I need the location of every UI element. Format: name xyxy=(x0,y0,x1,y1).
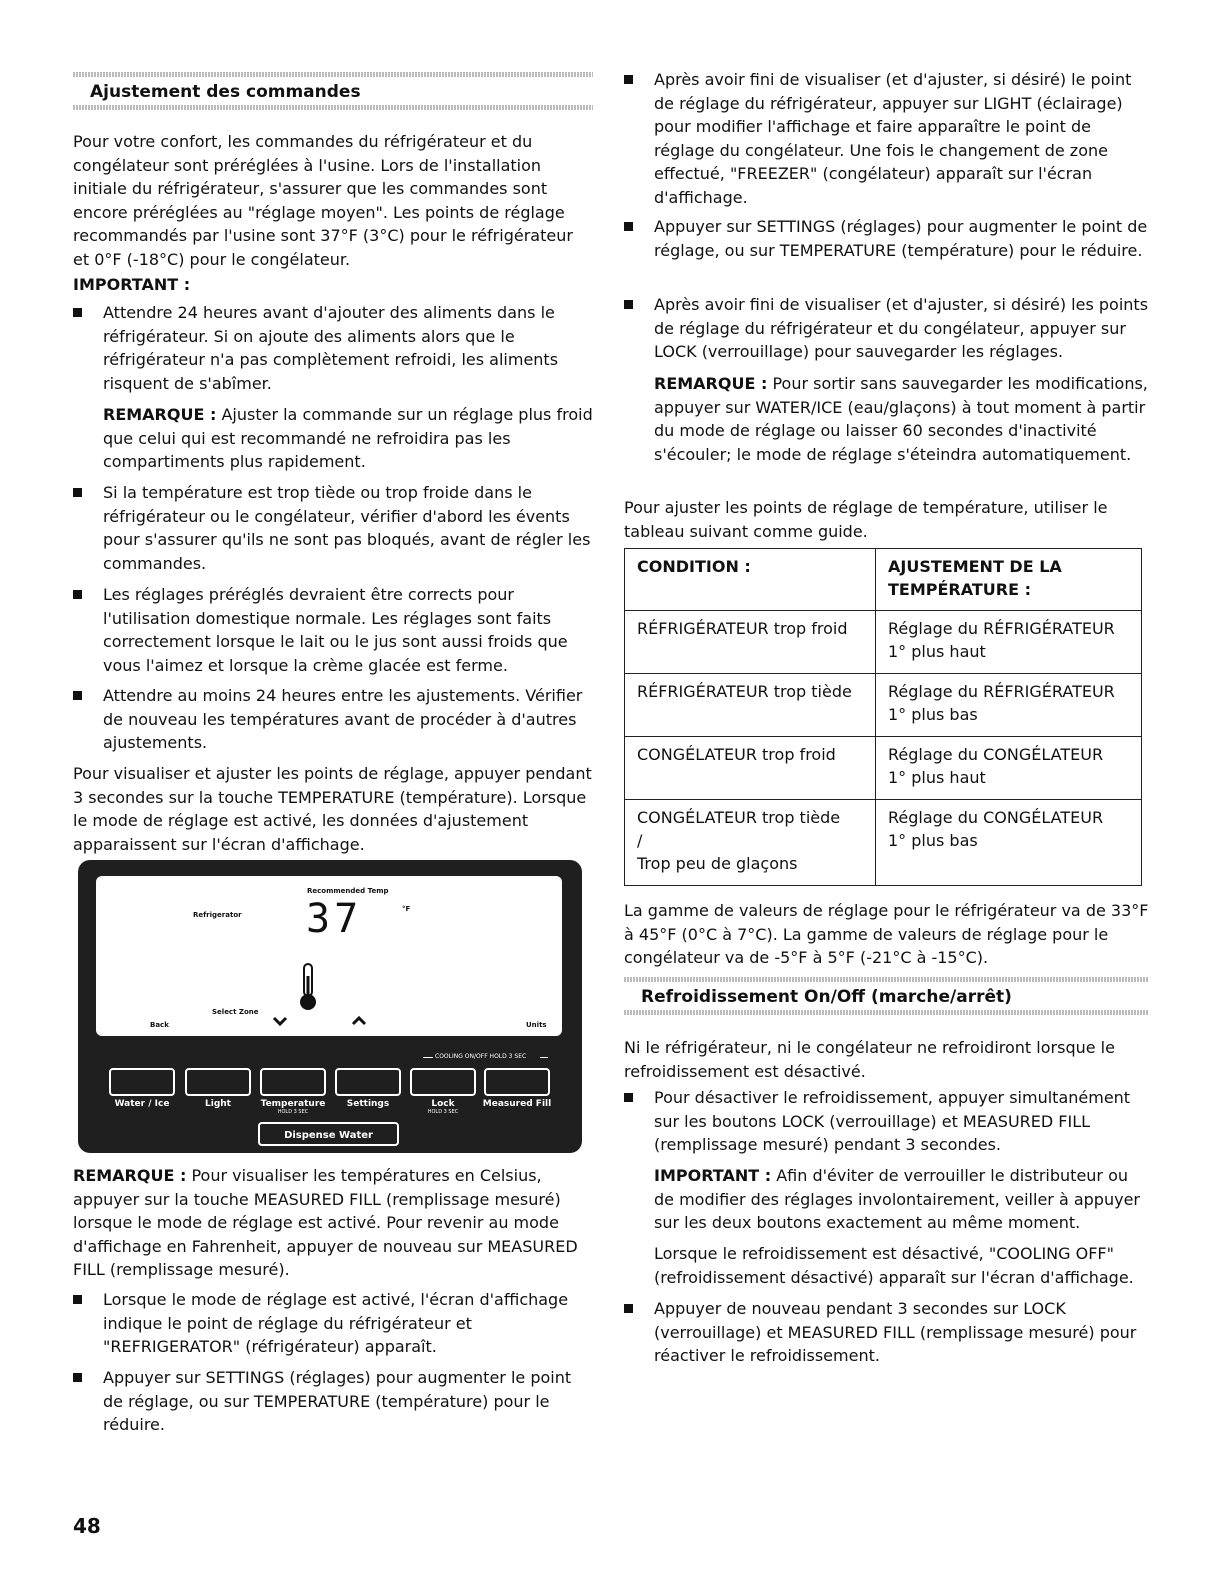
bullet-square xyxy=(73,1373,82,1382)
important-text: Afin d'éviter de verrouiller le distributeur ou de modifier des réglages involontairement, veiller à appuyer sur les deux boutons exactement au même moment. xyxy=(654,1166,1140,1232)
table-cell-condition: RÉFRIGÉRATEUR trop froid xyxy=(625,611,876,674)
setpoint-paragraph: Pour visualiser et ajuster les points de réglage, appuyer pendant 3 secondes sur la touche TEMPERATURE (température). Lorsque le mode de réglage est activé, les données d'ajustement apparaissent sur l'écran d'affichage. xyxy=(73,764,592,854)
bullet-square xyxy=(624,300,633,309)
heading-text: Ajustement des commandes xyxy=(90,82,361,102)
note-text: Pour visualiser les températures en Celsius, appuyer sur la touche MEASURED FILL (remplissage mesuré) lorsque le mode de réglage est activé. Pour revenir au mode d'affichage en Fahrenheit, appuyer de nouveau sur MEASURED FILL (remplissage mesuré). xyxy=(73,1166,578,1279)
bullet-text: Après avoir fini de visualiser (et d'ajuster, si désiré) les points de réglage du réfrigérateur et du congélateur, appuyer sur LOCK (verrouillage) pour sauvegarder les réglages. xyxy=(654,295,1149,361)
units-label[interactable]: Units xyxy=(526,1021,547,1029)
unit-label: °F xyxy=(402,905,411,913)
water-ice-label: Water / Ice xyxy=(114,1099,170,1109)
measured-fill-button[interactable] xyxy=(484,1068,550,1096)
table-cell-adjustment xyxy=(876,611,1142,674)
bullet-text: Appuyer de nouveau pendant 3 secondes sur LOCK (verrouillage) et MEASURED FILL (remplissage mesuré) pour réactiver le refroidissement. xyxy=(654,1299,1137,1365)
table-cell-adjustment xyxy=(876,674,1142,737)
light-label: Light xyxy=(205,1099,231,1109)
temperature-button[interactable] xyxy=(260,1068,326,1096)
note-label: REMARQUE : xyxy=(73,1166,187,1185)
table-cell-adjustment xyxy=(876,737,1142,800)
section-heading-controls xyxy=(73,72,593,110)
table-intro-paragraph: Pour ajuster les points de réglage de température, utiliser le tableau suivant comme guide. xyxy=(624,498,1108,541)
celsius-note-paragraph xyxy=(73,1164,593,1282)
back-label[interactable]: Back xyxy=(150,1021,169,1029)
bullet-text: Attendre 24 heures avant d'ajouter des aliments dans le réfrigérateur. Si on ajoute des aliments alors que le réfrigérateur n'a pas complètement refroidi, les aliments risquent de s'abîmer. xyxy=(103,303,559,393)
important-paragraph xyxy=(654,1164,1149,1235)
table-row xyxy=(625,611,1142,674)
adjustment-line: 1° plus bas xyxy=(888,831,978,850)
table-header-row xyxy=(625,549,1142,611)
bullet-text: Lorsque le mode de réglage est activé, l'écran d'affichage indique le point de réglage du réfrigérateur et "REFRIGERATOR" (réfrigérateur) apparaît. xyxy=(103,1290,569,1356)
section-heading-cooling xyxy=(624,977,1149,1015)
light-button[interactable] xyxy=(185,1068,251,1096)
recommended-temp-label: Recommended Temp xyxy=(307,887,389,895)
adjustment-line: Réglage du CONGÉLATEUR xyxy=(888,745,1104,764)
note-paragraph xyxy=(654,372,1149,466)
important-label: IMPORTANT : xyxy=(73,275,191,294)
adjustment-line: Réglage du RÉFRIGÉRATEUR xyxy=(888,682,1115,701)
note-label: REMARQUE : xyxy=(103,405,217,424)
control-panel-illustration xyxy=(78,860,582,1153)
table-header-condition: CONDITION : xyxy=(625,549,876,611)
cooling-onoff-label: COOLING ON/OFF HOLD 3 SEC xyxy=(435,1053,527,1060)
note-text: Pour sortir sans sauvegarder les modifications, appuyer sur WATER/ICE (eau/glaçons) à tout moment à partir du mode de réglage ou laisser 60 secondes d'inactivité s'écouler; le mode de réglage s'éteindra automatiquement. xyxy=(654,374,1148,464)
page-number: 48 xyxy=(73,1514,101,1538)
note-label: REMARQUE : xyxy=(654,374,768,393)
lock-hold-label: HOLD 3 SEC xyxy=(427,1109,459,1115)
table-header-adjustment: AJUSTEMENT DE LA TEMPÉRATURE : xyxy=(876,549,1142,611)
bullet-text: Attendre au moins 24 heures entre les ajustements. Vérifier de nouveau les températures avant de procéder à d'autres ajustements. xyxy=(103,686,583,752)
select-zone-label: Select Zone xyxy=(212,1008,259,1016)
bullet-square xyxy=(73,1295,82,1304)
intro-paragraph: Pour votre confort, les commandes du réfrigérateur et du congélateur sont préréglées à l'usine. Lors de l'installation initiale du réfrigérateur, s'assurer que les commandes sont encore préréglées au "réglage moyen". Les points de réglage recommandés par l'usine sont 37°F (3°C) pour le réfrigérateur et 0°F (-18°C) pour le congélateur. xyxy=(73,132,573,269)
adjustment-line: Réglage du CONGÉLATEUR xyxy=(888,808,1104,827)
table-cell-adjustment xyxy=(876,800,1142,886)
condition-line: Trop peu de glaçons xyxy=(637,854,798,873)
settings-button[interactable] xyxy=(335,1068,401,1096)
cooling-paragraph: Ni le réfrigérateur, ni le congélateur ne refroidiront lorsque le refroidissement est désactivé. xyxy=(624,1038,1115,1081)
cooling-line-right xyxy=(540,1057,548,1058)
lock-label: Lock xyxy=(431,1099,455,1109)
bullet-square xyxy=(624,1304,633,1313)
bullet-square xyxy=(73,691,82,700)
heading-rule-top xyxy=(73,72,593,77)
lock-button[interactable] xyxy=(410,1068,476,1096)
thermometer-icon xyxy=(298,962,318,1012)
heading-rule-top xyxy=(624,977,1149,982)
bullet-square xyxy=(73,590,82,599)
settings-label: Settings xyxy=(346,1099,390,1109)
bullet-text: Pour désactiver le refroidissement, appuyer simultanément sur les boutons LOCK (verrouillage) et MEASURED FILL (remplissage mesuré) pendant 3 secondes. xyxy=(654,1088,1131,1154)
bullet-text: Après avoir fini de visualiser (et d'ajuster, si désiré) le point de réglage du réfrigérateur, appuyer sur LIGHT (éclairage) pour modifier l'affichage et faire apparaître le point de réglage du congélateur. Une fois le changement de zone effectué, "FREEZER" (congélateur) apparaît sur l'écran d'affichage. xyxy=(654,70,1132,207)
adjustment-line: 1° plus bas xyxy=(888,705,978,724)
dispense-water-button[interactable]: Dispense Water xyxy=(258,1122,399,1146)
table-row xyxy=(625,800,1142,886)
bullet-square xyxy=(624,75,633,84)
table-row xyxy=(625,674,1142,737)
cooling-off-paragraph: Lorsque le refroidissement est désactivé, "COOLING OFF" (refroidissement désactivé) apparaît sur l'écran d'affichage. xyxy=(654,1244,1134,1287)
heading-rule-bottom xyxy=(624,1010,1149,1015)
bullet-text: Si la température est trop tiède ou trop froide dans le réfrigérateur ou le congélateur, vérifier d'abord les évents pour s'assurer qu'ils ne sont pas bloqués, avant de régler les commandes. xyxy=(103,483,591,573)
temperature-digits: 37 xyxy=(306,896,363,942)
temperature-hold-label: HOLD 3 SEC xyxy=(277,1109,309,1115)
bullet-text: Les réglages préréglés devraient être corrects pour l'utilisation domestique normale. Les réglages sont faits correctement lorsque le lait ou le jus sont aussi froids que vous l'aimez et lorsque la crème glacée est ferme. xyxy=(103,585,568,675)
condition-line: CONGÉLATEUR trop tiède xyxy=(637,808,841,827)
temperature-label: Temperature xyxy=(260,1099,326,1109)
bullet-text: Appuyer sur SETTINGS (réglages) pour augmenter le point de réglage, ou sur TEMPERATURE (température) pour le réduire. xyxy=(654,217,1148,260)
note-paragraph xyxy=(103,403,593,474)
adjustment-line: 1° plus haut xyxy=(888,768,986,787)
measured-fill-label: Measured Fill xyxy=(482,1099,552,1109)
display-screen xyxy=(96,876,562,1036)
heading-rule-bottom xyxy=(73,105,593,110)
zone-label: Refrigerator xyxy=(193,911,242,919)
cooling-onoff-line xyxy=(423,1053,548,1061)
bullet-square xyxy=(73,308,82,317)
range-paragraph: La gamme de valeurs de réglage pour le réfrigérateur va de 33°F à 45°F (0°C à 7°C). La gamme de valeurs de réglage pour le congélateur va de -5°F à 5°F (-21°C à -15°C). xyxy=(624,901,1149,967)
important-label: IMPORTANT : xyxy=(654,1166,772,1185)
bullet-square xyxy=(624,1093,633,1102)
bullet-square xyxy=(624,222,633,231)
table-row xyxy=(625,737,1142,800)
chevron-up-icon[interactable] xyxy=(351,1015,367,1027)
note-text: Ajuster la commande sur un réglage plus froid que celui qui est recommandé ne refroidira pas les compartiments plus rapidement. xyxy=(103,405,593,471)
cooling-line-left xyxy=(423,1057,433,1058)
bullet-text: Appuyer sur SETTINGS (réglages) pour augmenter le point de réglage, ou sur TEMPERATURE (température) pour le réduire. xyxy=(103,1368,572,1434)
adjustment-table xyxy=(624,548,1142,886)
heading-text: Refroidissement On/Off (marche/arrêt) xyxy=(641,987,1012,1007)
water-ice-button[interactable] xyxy=(109,1068,175,1096)
table-cell-condition: RÉFRIGÉRATEUR trop tiède xyxy=(625,674,876,737)
chevron-down-icon[interactable] xyxy=(272,1015,288,1027)
adjustment-line: 1° plus haut xyxy=(888,642,986,661)
condition-line: / xyxy=(637,831,643,850)
table-cell-condition xyxy=(625,800,876,886)
table-cell-condition: CONGÉLATEUR trop froid xyxy=(625,737,876,800)
bullet-square xyxy=(73,488,82,497)
adjustment-line: Réglage du RÉFRIGÉRATEUR xyxy=(888,619,1115,638)
